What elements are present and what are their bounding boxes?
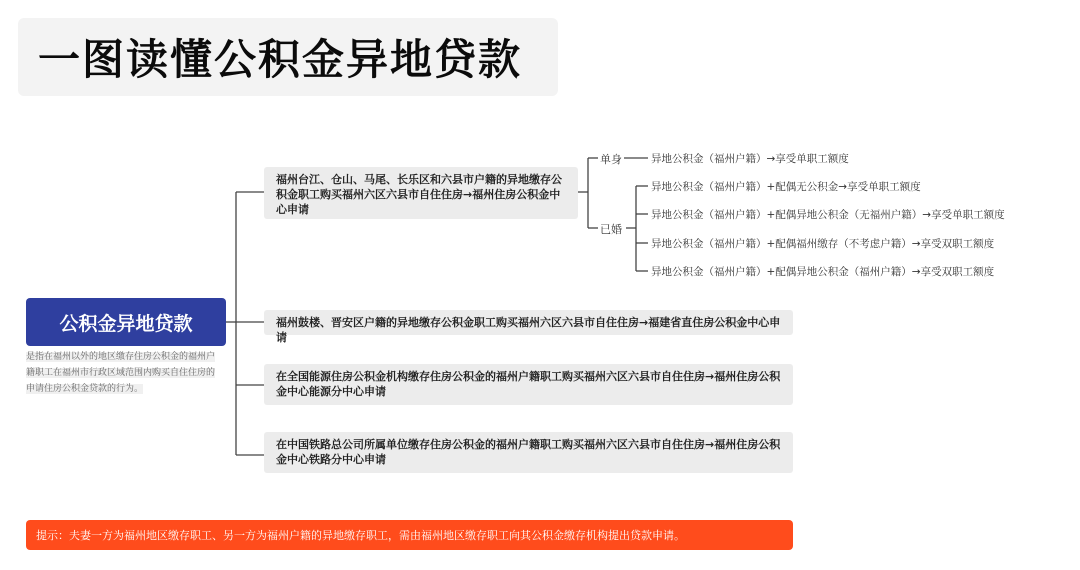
married-leaf-3: 异地公积金（福州户籍）+配偶福州缴存（不考虑户籍）→享受双职工额度 (651, 238, 995, 250)
root-note-text: 是指在福州以外的地区缴存住房公积金的福州户籍职工在福州市行政区域范围内购买自住住房的申请住房公积金贷款的行为。 (26, 352, 216, 394)
single-leaf: 异地公积金（福州户籍）→享受单职工额度 (651, 153, 849, 165)
tip-banner (26, 520, 793, 550)
single-label: 单身 (600, 153, 622, 166)
branch-text: 在中国铁路总公司所属单位缴存住房公积金的福州户籍职工购买福州六区六县市自住住房→福州住房公积金中心铁路分中心申请 (276, 438, 781, 466)
married-leaf-1: 异地公积金（福州户籍）+配偶无公积金→享受单职工额度 (651, 181, 921, 193)
branch-text: 福州台江、仓山、马尾、长乐区和六县市户籍的异地缴存公积金职工购买福州六区六县市自住住房→福州住房公积金中心申请 (276, 173, 562, 216)
married-label: 已婚 (600, 223, 622, 236)
root-node (26, 298, 226, 346)
branch-node-4 (264, 432, 793, 473)
root-note (26, 349, 222, 397)
branch-node-3 (264, 364, 793, 405)
tip-text: 提示：夫妻一方为福州地区缴存职工、另一方为福州户籍的异地缴存职工，需由福州地区缴存职工向其公积金缴存机构提出贷款申请。 (36, 529, 685, 542)
branch-text: 在全国能源住房公积金机构缴存住房公积金的福州户籍职工购买福州六区六县市自住住房→福州住房公积金中心能源分中心申请 (276, 370, 781, 398)
married-leaf-4: 异地公积金（福州户籍）+配偶异地公积金（福州户籍）→享受双职工额度 (651, 266, 995, 278)
branch-node-1 (264, 167, 578, 219)
branch-text: 福州鼓楼、晋安区户籍的异地缴存公积金职工购买福州六区六县市自住住房→福建省直住房公积金中心申请 (276, 316, 781, 344)
married-leaf-2: 异地公积金（福州户籍）+配偶异地公积金（无福州户籍）→享受单职工额度 (651, 209, 1005, 221)
page-title: 一图读懂公积金异地贷款 (38, 35, 523, 84)
root-label: 公积金异地贷款 (59, 312, 193, 335)
branch-node-2 (264, 310, 793, 344)
